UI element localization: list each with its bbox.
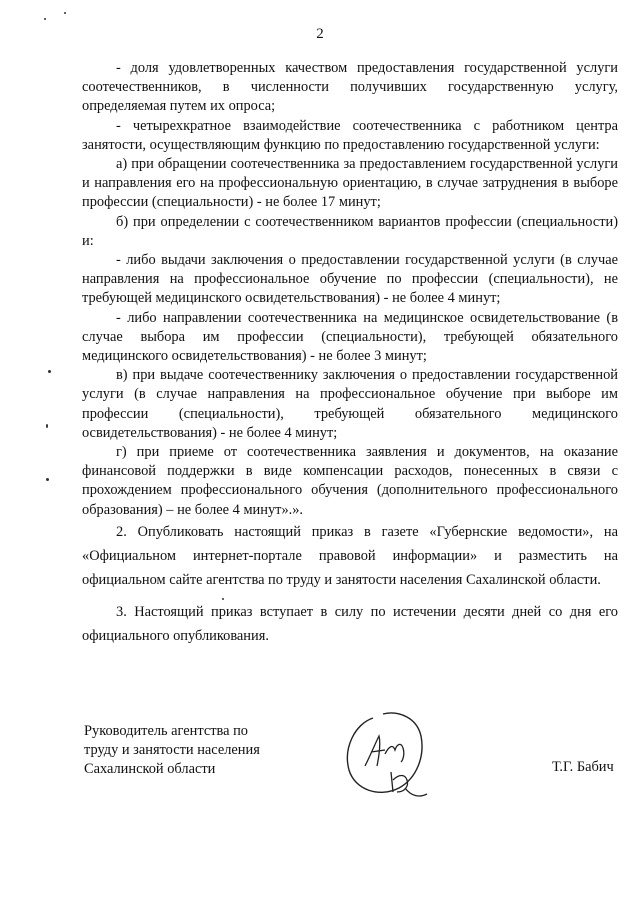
paragraph-item-b-medical: - либо направлении соотечественника на медицинское освидетельствование (в случае выбора им профессии (специальности), требующей обязательного медицинского освидетельствования) - не более 3 минут; <box>82 309 618 365</box>
scan-speck <box>44 18 46 20</box>
scan-speck <box>46 424 48 428</box>
document-body <box>82 59 618 648</box>
handwritten-signature <box>335 700 445 810</box>
page-number: 2 <box>316 26 324 42</box>
paragraph-interaction-count: - четырехкратное взаимодействие соотечественника с работником центра занятости, осуществляющим функцию по предоставлению государственной услуги: <box>82 117 618 153</box>
scan-speck <box>46 478 49 481</box>
paragraph-item-d: г) при приеме от соотечественника заявления и документов, на оказание финансовой поддержки в виде компенсации расходов, понесенных в связи с прохождением профессионального обучения (дополнительного профессионального образования) – не более 4 минут».». <box>82 444 618 518</box>
paragraph-effective-date: 3. Настоящий приказ вступает в силу по истечении десяти дней со дня его официального опубликования. <box>82 603 618 644</box>
paragraph-item-c: в) при выдаче соотечественнику заключения о предоставлении государственной услуги (в случае направления на профессиональное обучение при выборе им профессии (специальности), требующей обязательного медицинского освидетельствования) - не более 4 минут; <box>82 367 618 441</box>
scan-speck <box>222 598 224 600</box>
signatory-title-line: Руководитель агентства по <box>84 723 248 739</box>
signatory-title-line: Сахалинской области <box>84 761 216 777</box>
paragraph-satisfaction-share: - доля удовлетворенных качеством предоставления государственной услуги соотечественников, в численности получивших государственную услугу, определяемая путем их опроса; <box>82 60 618 115</box>
scan-speck <box>64 12 66 14</box>
scan-speck <box>48 370 51 373</box>
signatory-title-line: труду и занятости населения <box>84 742 260 758</box>
paragraph-item-a: а) при обращении соотечественника за предоставлением государственной услуги и направления его на профессиональную ориентацию, в случае затруднения в выборе профессии (специальности) - не более 17 минут; <box>82 156 618 211</box>
signatory-name: Т.Г. Бабич <box>552 759 614 775</box>
signatory-title <box>84 722 304 779</box>
paragraph-publication: 2. Опубликовать настоящий приказ в газете «Губернские ведомости», на «Официальном интернет-портале правовой информации» и разместить на официальном сайте агентства по труду и занятости населения Сахалинской области. <box>82 523 618 588</box>
paragraph-item-b-conclusion: - либо выдачи заключения о предоставлении государственной услуги (в случае направления на профессиональное обучение по профессии (специальности), не требующей медицинского освидетельствования) - не более 4 минут; <box>82 252 618 307</box>
paragraph-item-b: б) при определении с соотечественником вариантов профессии (специальности) и: <box>82 213 618 249</box>
